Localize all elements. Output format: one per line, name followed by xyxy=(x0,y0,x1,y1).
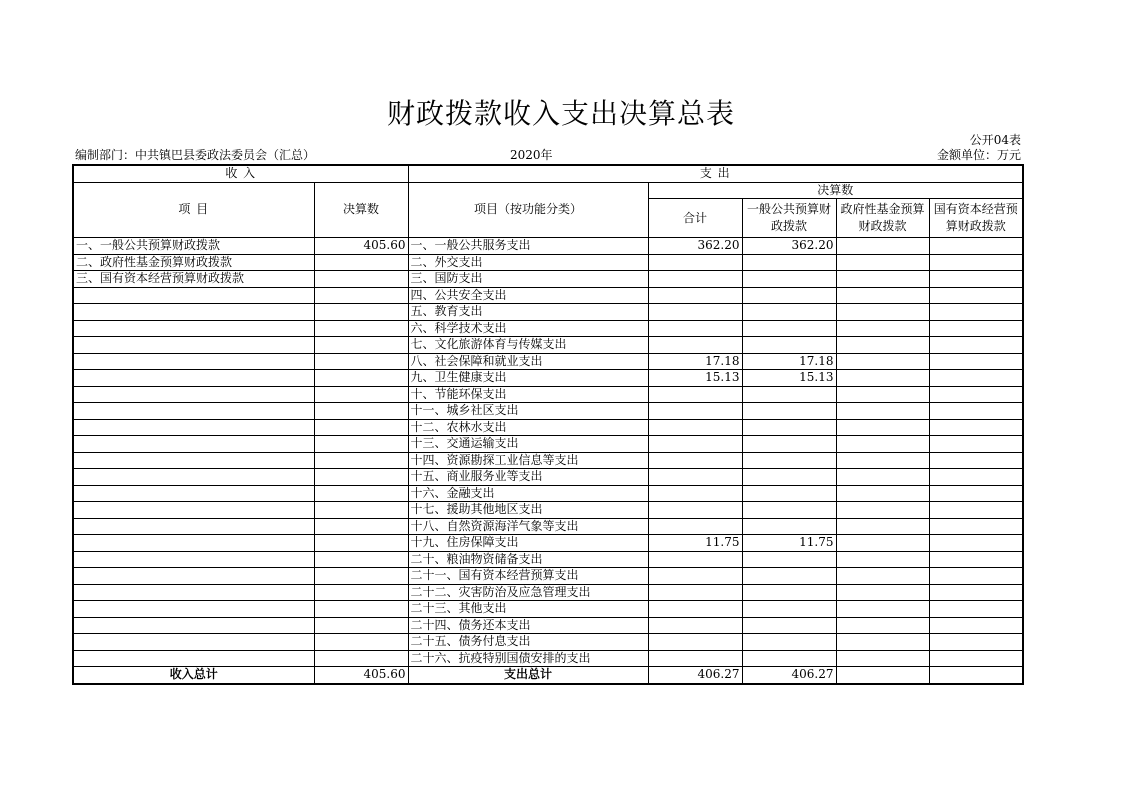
general-budget-cell xyxy=(742,254,836,271)
table-row xyxy=(73,469,1023,486)
income-item-cell xyxy=(73,469,314,486)
expense-item-cell: 二十一、国有资本经营预算支出 xyxy=(408,568,648,585)
expense-item-cell: 十四、资源勘探工业信息等支出 xyxy=(408,452,648,469)
income-amount-cell xyxy=(314,650,408,667)
income-item-cell xyxy=(73,650,314,667)
gov-fund-cell xyxy=(836,271,929,288)
income-amount-cell xyxy=(314,287,408,304)
income-amount-cell xyxy=(314,436,408,453)
expense-item-cell: 十六、金融支出 xyxy=(408,485,648,502)
state-capital-cell xyxy=(929,403,1023,420)
total-cell xyxy=(648,551,742,568)
general-budget-cell: 362.20 xyxy=(742,238,836,255)
income-item-cell xyxy=(73,353,314,370)
income-item-cell xyxy=(73,601,314,618)
expense-item-cell: 三、国防支出 xyxy=(408,271,648,288)
income-amount-cell xyxy=(314,419,408,436)
total-cell xyxy=(648,436,742,453)
gov-fund-cell xyxy=(836,535,929,552)
income-item-cell xyxy=(73,337,314,354)
expense-item-cell: 八、社会保障和就业支出 xyxy=(408,353,648,370)
general-budget-cell xyxy=(742,304,836,321)
total-cell xyxy=(648,568,742,585)
gov-fund-cell xyxy=(836,254,929,271)
table-row xyxy=(73,320,1023,337)
gov-fund-cell xyxy=(836,304,929,321)
state-capital-cell xyxy=(929,254,1023,271)
table-row xyxy=(73,502,1023,519)
total-cell xyxy=(648,601,742,618)
table-row xyxy=(73,304,1023,321)
state-capital-cell xyxy=(929,287,1023,304)
general-budget-cell xyxy=(742,551,836,568)
table-row xyxy=(73,238,1023,255)
gov-fund-cell xyxy=(836,287,929,304)
state-capital-cell xyxy=(929,337,1023,354)
general-budget-cell: 11.75 xyxy=(742,535,836,552)
general-budget-header: 一般公共预算财政拨款 xyxy=(742,199,836,238)
general-budget-cell xyxy=(742,287,836,304)
income-item-cell xyxy=(73,436,314,453)
state-capital-cell xyxy=(929,386,1023,403)
table-row xyxy=(73,518,1023,535)
total-cell xyxy=(648,304,742,321)
income-item-cell: 二、政府性基金预算财政拨款 xyxy=(73,254,314,271)
general-budget-cell: 17.18 xyxy=(742,353,836,370)
total-cell xyxy=(648,419,742,436)
unit-label: 金额单位：万元 xyxy=(936,148,1021,162)
income-item-cell xyxy=(73,304,314,321)
expense-item-cell: 七、文化旅游体育与传媒支出 xyxy=(408,337,648,354)
gov-fund-cell xyxy=(836,238,929,255)
gov-fund-cell xyxy=(836,650,929,667)
income-item-cell xyxy=(73,386,314,403)
table-row xyxy=(73,254,1023,271)
table-row xyxy=(73,452,1023,469)
gov-fund-cell xyxy=(836,452,929,469)
income-amount-cell xyxy=(314,535,408,552)
general-budget-cell xyxy=(742,419,836,436)
total-cell: 17.18 xyxy=(648,353,742,370)
table-row xyxy=(73,584,1023,601)
gov-fund-cell xyxy=(836,634,929,651)
income-amount-cell xyxy=(314,337,408,354)
gov-fund-cell xyxy=(836,436,929,453)
total-cell xyxy=(648,518,742,535)
page-title: 财政拨款收入支出决算总表 xyxy=(386,97,735,130)
gov-fund-cell xyxy=(836,584,929,601)
income-amount-cell xyxy=(314,353,408,370)
state-capital-cell xyxy=(929,634,1023,651)
expense-item-cell: 五、教育支出 xyxy=(408,304,648,321)
total-cell xyxy=(648,584,742,601)
expense-item-cell: 十一、城乡社区支出 xyxy=(408,403,648,420)
general-budget-cell xyxy=(742,634,836,651)
table-row xyxy=(73,353,1023,370)
total-cell: 362.20 xyxy=(648,238,742,255)
gov-fund-cell xyxy=(836,551,929,568)
department-label: 编制部门：中共镇巴县委政法委员会（汇总） xyxy=(75,148,316,162)
income-amount-cell xyxy=(314,634,408,651)
expense-item-cell: 十三、交通运输支出 xyxy=(408,436,648,453)
state-capital-cell xyxy=(929,304,1023,321)
income-amount-cell xyxy=(314,370,408,387)
state-capital-cell xyxy=(929,650,1023,667)
expense-item-cell: 二十、粮油物资储备支出 xyxy=(408,551,648,568)
income-amount-cell xyxy=(314,568,408,585)
state-capital-cell xyxy=(929,617,1023,634)
year-label: 2020年 xyxy=(510,148,553,162)
table-row xyxy=(73,485,1023,502)
total-cell: 15.13 xyxy=(648,370,742,387)
income-item-cell xyxy=(73,551,314,568)
expense-total-label: 支出总计 xyxy=(408,667,648,684)
state-capital-cell xyxy=(929,320,1023,337)
total-cell xyxy=(648,386,742,403)
gov-fund-cell xyxy=(836,568,929,585)
income-item-cell xyxy=(73,502,314,519)
state-capital-cell xyxy=(929,436,1023,453)
expense-item-cell: 十七、援助其他地区支出 xyxy=(408,502,648,519)
income-item-cell xyxy=(73,634,314,651)
total-cell xyxy=(648,502,742,519)
income-amount-cell xyxy=(314,254,408,271)
total-cell xyxy=(648,485,742,502)
expense-item-cell: 一、一般公共服务支出 xyxy=(408,238,648,255)
general-budget-cell xyxy=(742,617,836,634)
gov-fund-cell xyxy=(836,502,929,519)
state-capital-cell xyxy=(929,370,1023,387)
gov-fund-cell xyxy=(836,353,929,370)
expense-item-cell: 十、节能环保支出 xyxy=(408,386,648,403)
income-amount-cell xyxy=(314,485,408,502)
total-cell xyxy=(648,254,742,271)
general-budget-cell xyxy=(742,271,836,288)
expense-item-cell: 四、公共安全支出 xyxy=(408,287,648,304)
income-item-cell: 三、国有资本经营预算财政拨款 xyxy=(73,271,314,288)
table-row xyxy=(73,337,1023,354)
table-row xyxy=(73,634,1023,651)
gov-fund-total-amount xyxy=(836,667,929,684)
state-capital-cell xyxy=(929,452,1023,469)
total-cell xyxy=(648,337,742,354)
income-amount-cell xyxy=(314,320,408,337)
income-item-cell xyxy=(73,403,314,420)
table-row xyxy=(73,271,1023,288)
total-cell xyxy=(648,287,742,304)
total-cell: 11.75 xyxy=(648,535,742,552)
income-item-cell xyxy=(73,518,314,535)
expense-item-cell: 二十二、灾害防治及应急管理支出 xyxy=(408,584,648,601)
table-row xyxy=(73,568,1023,585)
income-amount-cell xyxy=(314,502,408,519)
expense-item-cell: 二十三、其他支出 xyxy=(408,601,648,618)
state-capital-cell xyxy=(929,502,1023,519)
general-budget-cell xyxy=(742,584,836,601)
income-item-cell xyxy=(73,584,314,601)
general-budget-cell xyxy=(742,650,836,667)
income-header: 收 入 xyxy=(73,165,408,182)
state-capital-cell xyxy=(929,535,1023,552)
expense-item-cell: 九、卫生健康支出 xyxy=(408,370,648,387)
income-amount-cell xyxy=(314,271,408,288)
table-row xyxy=(73,370,1023,387)
table-row xyxy=(73,386,1023,403)
expense-total-amount: 406.27 xyxy=(648,667,742,684)
income-item-cell xyxy=(73,485,314,502)
general-budget-cell xyxy=(742,337,836,354)
general-total-amount: 406.27 xyxy=(742,667,836,684)
state-capital-cell xyxy=(929,601,1023,618)
income-amount-cell xyxy=(314,469,408,486)
budget-table xyxy=(72,164,1024,685)
gov-fund-cell xyxy=(836,601,929,618)
total-cell xyxy=(648,271,742,288)
func-item-header: 项目（按功能分类） xyxy=(408,182,648,238)
table-row xyxy=(73,403,1023,420)
income-amount-cell xyxy=(314,617,408,634)
expense-item-cell: 十八、自然资源海洋气象等支出 xyxy=(408,518,648,535)
income-amount-cell xyxy=(314,601,408,618)
state-capital-cell xyxy=(929,353,1023,370)
expense-item-cell: 二十四、债务还本支出 xyxy=(408,617,648,634)
gov-fund-header: 政府性基金预算财政拨款 xyxy=(836,199,929,238)
gov-fund-cell xyxy=(836,320,929,337)
income-item-cell xyxy=(73,452,314,469)
state-capital-total-amount xyxy=(929,667,1023,684)
general-budget-cell xyxy=(742,485,836,502)
income-item-header: 项 目 xyxy=(73,182,314,238)
budget-group-header: 决算数 xyxy=(648,182,1023,199)
total-cell xyxy=(648,650,742,667)
general-budget-cell xyxy=(742,518,836,535)
total-cell xyxy=(648,452,742,469)
income-item-cell xyxy=(73,535,314,552)
expense-item-cell: 十五、商业服务业等支出 xyxy=(408,469,648,486)
gov-fund-cell xyxy=(836,485,929,502)
gov-fund-cell xyxy=(836,617,929,634)
expense-item-cell: 十二、农林水支出 xyxy=(408,419,648,436)
income-item-cell xyxy=(73,617,314,634)
gov-fund-cell xyxy=(836,386,929,403)
table-row xyxy=(73,287,1023,304)
gov-fund-cell xyxy=(836,337,929,354)
state-capital-cell xyxy=(929,518,1023,535)
general-budget-cell xyxy=(742,469,836,486)
expense-item-cell: 二、外交支出 xyxy=(408,254,648,271)
income-item-cell xyxy=(73,320,314,337)
table-code: 公开04表 xyxy=(969,133,1021,147)
total-cell xyxy=(648,320,742,337)
general-budget-cell xyxy=(742,403,836,420)
gov-fund-cell xyxy=(836,419,929,436)
state-capital-cell xyxy=(929,238,1023,255)
income-item-cell: 一、一般公共预算财政拨款 xyxy=(73,238,314,255)
expense-header: 支 出 xyxy=(408,165,1023,182)
expense-item-cell: 二十五、债务付息支出 xyxy=(408,634,648,651)
income-item-cell xyxy=(73,287,314,304)
total-cell xyxy=(648,634,742,651)
total-cell xyxy=(648,403,742,420)
table-row xyxy=(73,551,1023,568)
total-header: 合计 xyxy=(648,199,742,238)
table-row xyxy=(73,650,1023,667)
table-row xyxy=(73,419,1023,436)
state-capital-cell xyxy=(929,568,1023,585)
income-amount-cell xyxy=(314,584,408,601)
income-item-cell xyxy=(73,419,314,436)
state-capital-cell xyxy=(929,584,1023,601)
income-amount-cell xyxy=(314,304,408,321)
income-amount-header: 决算数 xyxy=(314,182,408,238)
general-budget-cell xyxy=(742,568,836,585)
income-amount-cell xyxy=(314,518,408,535)
expense-item-cell: 十九、住房保障支出 xyxy=(408,535,648,552)
general-budget-cell xyxy=(742,386,836,403)
general-budget-cell xyxy=(742,502,836,519)
state-capital-cell xyxy=(929,485,1023,502)
gov-fund-cell xyxy=(836,469,929,486)
general-budget-cell xyxy=(742,601,836,618)
gov-fund-cell xyxy=(836,370,929,387)
gov-fund-cell xyxy=(836,403,929,420)
state-capital-cell xyxy=(929,551,1023,568)
expense-item-cell: 二十六、抗疫特别国债安排的支出 xyxy=(408,650,648,667)
income-amount-cell xyxy=(314,551,408,568)
general-budget-cell xyxy=(742,436,836,453)
table-row xyxy=(73,535,1023,552)
gov-fund-cell xyxy=(836,518,929,535)
totals-row xyxy=(73,667,1023,684)
general-budget-cell: 15.13 xyxy=(742,370,836,387)
income-total-amount: 405.60 xyxy=(314,667,408,684)
table-row xyxy=(73,436,1023,453)
table-row xyxy=(73,601,1023,618)
general-budget-cell xyxy=(742,452,836,469)
state-capital-cell xyxy=(929,469,1023,486)
state-capital-cell xyxy=(929,419,1023,436)
total-cell xyxy=(648,617,742,634)
expense-item-cell: 六、科学技术支出 xyxy=(408,320,648,337)
state-capital-cell xyxy=(929,271,1023,288)
income-amount-cell xyxy=(314,386,408,403)
table-row xyxy=(73,617,1023,634)
state-capital-header: 国有资本经营预算财政拨款 xyxy=(929,199,1023,238)
income-item-cell xyxy=(73,568,314,585)
general-budget-cell xyxy=(742,320,836,337)
income-amount-cell xyxy=(314,452,408,469)
income-item-cell xyxy=(73,370,314,387)
income-total-label: 收入总计 xyxy=(73,667,314,684)
income-amount-cell: 405.60 xyxy=(314,238,408,255)
income-amount-cell xyxy=(314,403,408,420)
total-cell xyxy=(648,469,742,486)
